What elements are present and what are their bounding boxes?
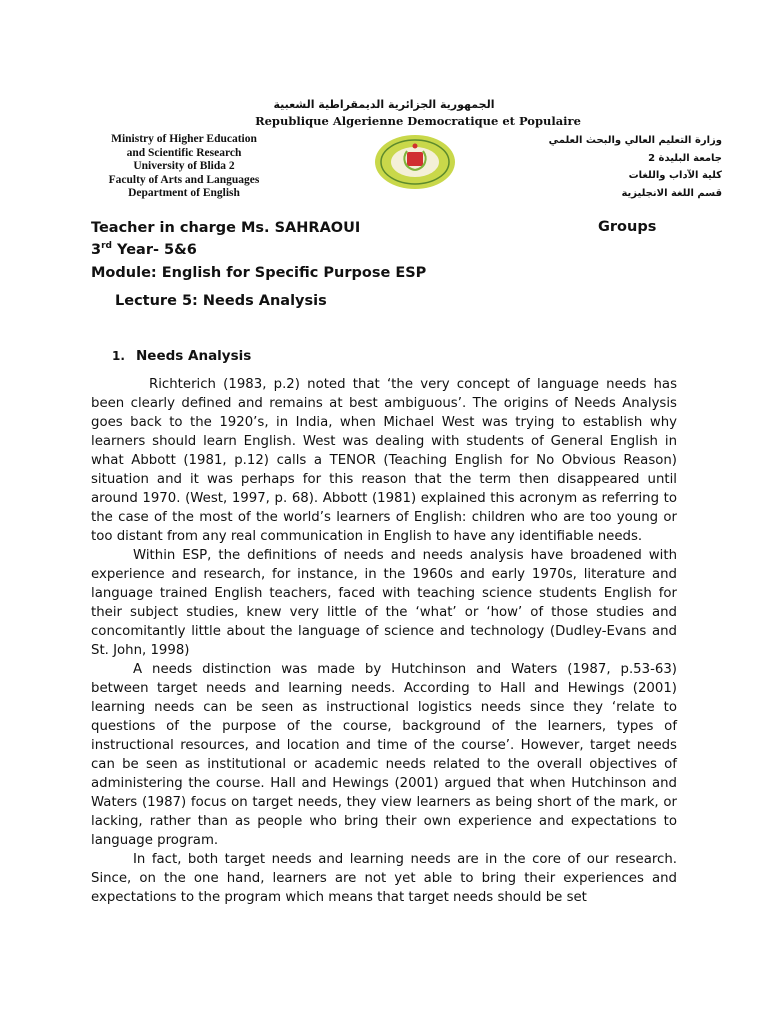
module-title: Module: English for Specific Purpose ESP (91, 265, 427, 281)
header-right-line: جامعة البليدة 2 (648, 152, 722, 164)
groups-label: Groups (598, 219, 657, 235)
header-left-line: University of Blida 2 (133, 160, 235, 172)
header-left-line: Faculty of Arts and Languages (108, 173, 260, 186)
header-ministry-arabic (522, 132, 722, 202)
header-left-line: Ministry of Higher Education (111, 133, 257, 145)
year-superscript: rd (101, 241, 112, 251)
header-right-line: وزارة التعليم العالي والبحث العلمي (548, 135, 722, 146)
logo-star (413, 144, 418, 149)
university-logo (374, 134, 456, 190)
year-line (91, 237, 671, 259)
paragraph: Richterich (1983, p.2) noted that ‘the very concept of language needs has been clearly defined and remains at best ambiguous’. The origins of Needs Analysis goes back to the 1920’s, in India, when Michael West was trying to establish why learners should learn English. West was dealing with students of General English in what Abbott (1981, p.12) calls a TENOR (Teaching English for No Obvious Reason) situation and it was perhaps for this reason that the term then disappeared until around 1970. (West, 1997, p. 68). Abbott (1981) explained this acronym as referring to the case of the most of the world’s learners of English: children who are too young or too distant from any real communication in English to have any identifiable needs. (91, 377, 677, 544)
paragraph: Within ESP, the definitions of needs and needs analysis have broadened with experience and research, for instance, in the 1960s and early 1970s, literature and language trained English teachers, faced with teaching science students English for their subject studies, knew very little of the ‘what’ or ‘how’ of those studies and concomitantly little about the language of science and technology (Dudley-Evans and St. John, 1998) (91, 548, 677, 658)
year-number: 3 (91, 241, 102, 258)
section-number: 1. (112, 349, 125, 363)
teacher-block (91, 219, 671, 259)
header-left-line: and Scientific Research (126, 146, 242, 159)
year-groups: Year- 5&6 (111, 241, 197, 258)
section-heading (112, 348, 251, 364)
header-french-title: Republique Algerienne Democratique et Populaire (255, 114, 581, 128)
lecture-title: Lecture 5: Needs Analysis (115, 293, 327, 309)
teacher-line: Teacher in charge Ms. SAHRAOUI (91, 220, 361, 236)
header-right-line: قسم اللغة الانجليزية (621, 187, 722, 199)
body-text (91, 375, 677, 907)
header-right-line: كلية الآداب واللغات (628, 170, 722, 181)
logo-book-shape (407, 152, 423, 166)
paragraph: A needs distinction was made by Hutchinson and Waters (1987, p.53-63) between target needs and learning needs. According to Hall and Hewings (2001) learning needs can be seen as instructional logistics needs since they ‘relate to questions of the purpose of the course, background of the learners, types of instructional resources, and location and time of the course’. However, target needs can be seen as institutional or academic needs related to the overall objectives of administering the course. Hall and Hewings (2001) argued that when Hutchinson and Waters (1987) focus on target needs, they view learners as being short of the mark, or lacking, rather than as people who bring their own experience and expectations to language program. (91, 662, 677, 848)
header-left-line: Department of English (128, 187, 240, 199)
header-ministry-english (84, 133, 284, 201)
header-arabic-title: الجمهورية الجزائرية الديمقراطية الشعبية (273, 98, 495, 111)
section-title: Needs Analysis (136, 348, 252, 364)
paragraph: In fact, both target needs and learning needs are in the core of our research. Since, on the one hand, learners are not yet able to bring their experiences and expectations to the program which means that target needs should be set (91, 852, 677, 905)
